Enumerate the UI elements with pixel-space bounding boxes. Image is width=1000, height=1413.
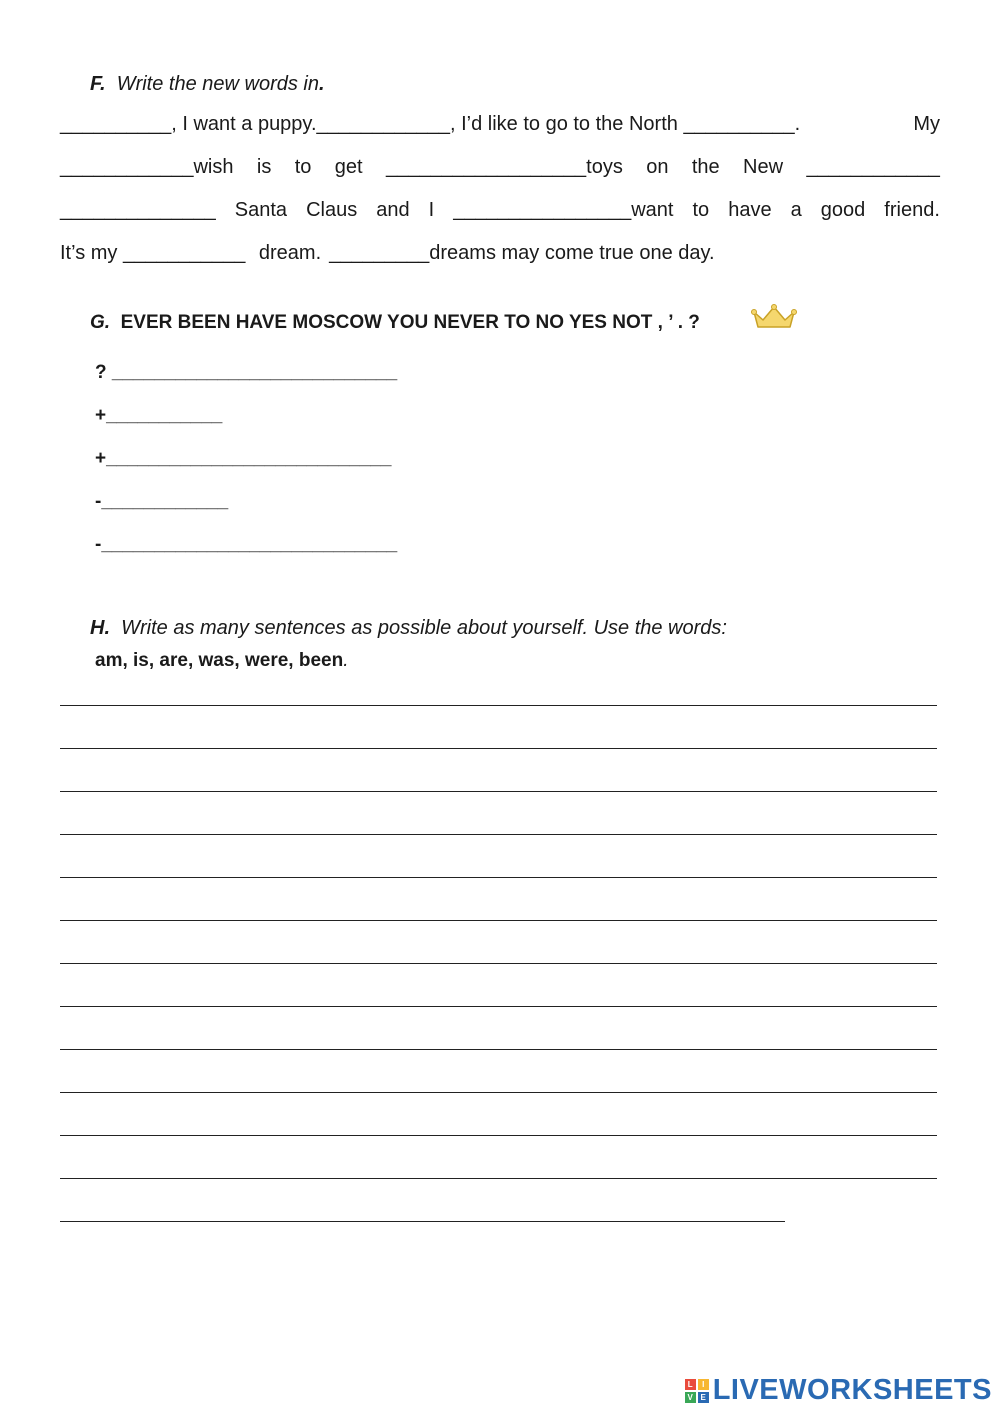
answer-line-positive[interactable]: +___________ bbox=[95, 405, 223, 426]
paragraph-word: ______________ bbox=[60, 199, 216, 221]
paragraph-word: a bbox=[790, 199, 802, 221]
paragraph-word: _________dreams may come true one day. bbox=[329, 242, 715, 264]
answer-line-question[interactable]: ? ___________________________ bbox=[95, 362, 398, 383]
section-f-end-mark: . bbox=[318, 73, 325, 95]
paragraph-word: the bbox=[691, 156, 720, 178]
section-h-letter: H. bbox=[90, 617, 110, 639]
paragraph-word: good bbox=[820, 199, 866, 221]
paragraph-word: to bbox=[692, 199, 710, 221]
logo-block: E bbox=[698, 1392, 709, 1403]
writing-line[interactable] bbox=[60, 1178, 937, 1179]
writing-line[interactable] bbox=[60, 834, 937, 835]
section-h-instruction: Write as many sentences as possible about yourself. Use the words: bbox=[121, 617, 727, 639]
paragraph-word: Claus bbox=[306, 199, 358, 221]
writing-line[interactable] bbox=[60, 705, 937, 706]
logo-block: V bbox=[685, 1392, 696, 1403]
writing-line[interactable] bbox=[60, 1006, 937, 1007]
section-g-heading bbox=[90, 312, 700, 334]
paragraph-word: ____________wish bbox=[60, 156, 234, 178]
section-h-words: am, is, are, was, were, been bbox=[95, 650, 344, 671]
paragraph-word: ________________want bbox=[453, 199, 674, 221]
paragraph-word: have bbox=[728, 199, 772, 221]
section-h-end-mark: . bbox=[343, 650, 349, 671]
paragraph-word: friend. bbox=[884, 199, 940, 221]
writing-line[interactable] bbox=[60, 748, 937, 749]
paragraph-word: Santa bbox=[234, 199, 288, 221]
paragraph-word: get bbox=[334, 156, 363, 178]
section-f-letter: F. bbox=[90, 73, 106, 95]
writing-line[interactable] bbox=[60, 920, 937, 921]
writing-line[interactable] bbox=[60, 1092, 937, 1093]
logo-blocks bbox=[685, 1379, 709, 1403]
section-g-letter: G. bbox=[90, 312, 111, 333]
paragraph-word: to bbox=[294, 156, 312, 178]
writing-line[interactable] bbox=[60, 1049, 937, 1050]
paragraph-word: on bbox=[646, 156, 669, 178]
paragraph-word: dream. bbox=[258, 242, 322, 264]
writing-line[interactable] bbox=[60, 963, 937, 964]
paragraph-line bbox=[60, 199, 940, 222]
paragraph-word: __________________toys bbox=[385, 156, 623, 178]
section-f-heading bbox=[90, 73, 325, 96]
liveworksheets-logo bbox=[685, 1374, 992, 1407]
writing-line[interactable] bbox=[60, 1221, 785, 1222]
paragraph-word: It’s my ___________ bbox=[60, 242, 251, 264]
section-h-word-list bbox=[95, 650, 348, 672]
paragraph-word: New bbox=[743, 156, 784, 178]
section-h-heading bbox=[90, 617, 727, 640]
crown-icon bbox=[751, 304, 797, 330]
paragraph-word: and bbox=[376, 199, 410, 221]
paragraph-word: is bbox=[256, 156, 272, 178]
paragraph-word: I bbox=[428, 199, 435, 221]
answer-line-negative[interactable]: -____________________________ bbox=[95, 534, 398, 555]
logo-block: I bbox=[698, 1379, 709, 1390]
logo-block: L bbox=[685, 1379, 696, 1390]
section-f-instruction: Write the new words in bbox=[116, 73, 319, 95]
writing-line[interactable] bbox=[60, 877, 937, 878]
paragraph-word: My bbox=[913, 113, 940, 135]
writing-line[interactable] bbox=[60, 791, 937, 792]
paragraph-line bbox=[60, 113, 940, 136]
logo-text: LIVEWORKSHEETS bbox=[712, 1374, 992, 1406]
paragraph-word: ____________ bbox=[806, 156, 940, 178]
writing-line[interactable] bbox=[60, 1135, 937, 1136]
paragraph-line bbox=[60, 242, 940, 265]
answer-line-positive[interactable]: +___________________________ bbox=[95, 448, 392, 469]
paragraph-word: __________, I want a puppy.____________, I’d like to go to the North __________. bbox=[60, 113, 801, 135]
paragraph-line bbox=[60, 156, 940, 179]
section-g-words: EVER BEEN HAVE MOSCOW YOU NEVER TO NO YES NOT , ’ . ? bbox=[120, 312, 700, 333]
answer-line-negative[interactable]: -____________ bbox=[95, 491, 229, 512]
